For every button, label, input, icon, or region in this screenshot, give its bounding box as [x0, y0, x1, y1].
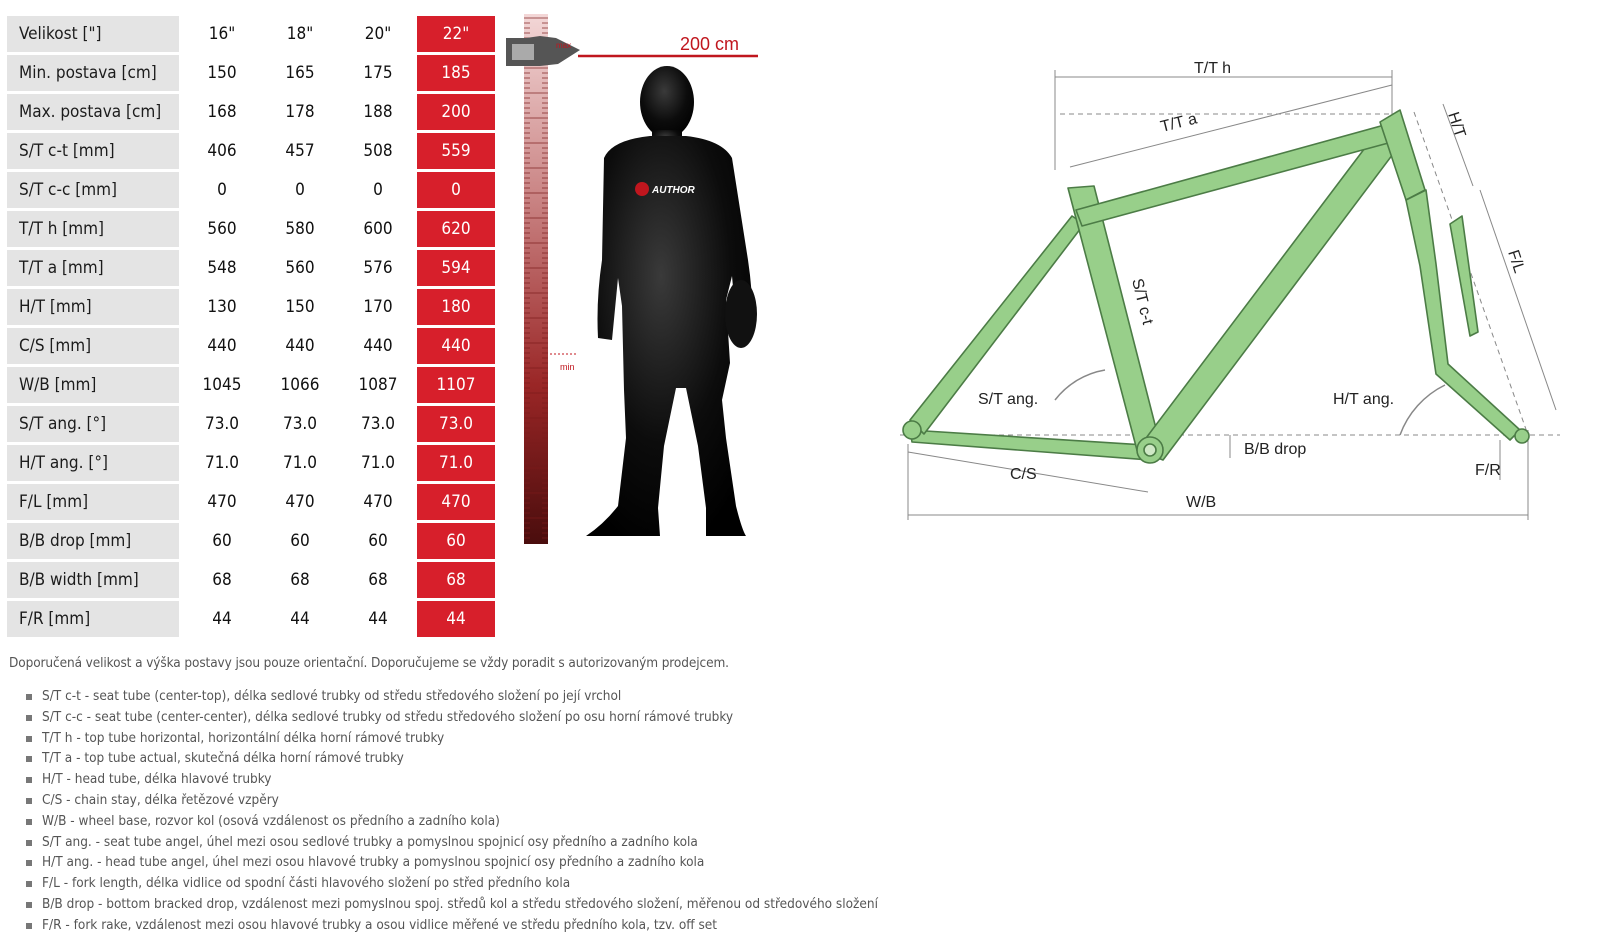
cell-value: 457 — [261, 133, 339, 169]
height-figure-graphic — [500, 8, 785, 560]
cell-value: 560 — [183, 211, 261, 247]
cell-value: 150 — [261, 289, 339, 325]
cell-value-highlighted: 440 — [417, 328, 495, 364]
row-label: F/R [mm] — [7, 601, 179, 637]
legend-item: B/B drop - bottom bracked drop, vzdálenost mezi pomyslnou spoj. středů kol a středu středového složení, měřenou od středového složení — [26, 894, 878, 915]
front-dropout — [1515, 429, 1529, 443]
legend-item: S/T c-c - seat tube (center-center), délka sedlové trubky od středu středového složení po osu horní rámové trubky — [26, 707, 878, 728]
table-row — [7, 250, 495, 286]
cell-value: 68 — [183, 562, 261, 598]
cell-value: 576 — [339, 250, 417, 286]
table-row — [7, 172, 495, 208]
geometry-table — [7, 13, 495, 640]
cell-value: 580 — [261, 211, 339, 247]
author-logo-text: AUTHOR — [652, 185, 695, 196]
row-label: C/S [mm] — [7, 328, 179, 364]
row-label: T/T h [mm] — [7, 211, 179, 247]
cell-value: 560 — [261, 250, 339, 286]
cell-value: 150 — [183, 55, 261, 91]
cell-value: 440 — [261, 328, 339, 364]
cell-value: 440 — [183, 328, 261, 364]
label-ht: H/T — [1444, 109, 1469, 140]
cell-value: 44 — [183, 601, 261, 637]
ruler-max-label: max — [556, 41, 572, 50]
cell-value-highlighted: 71.0 — [417, 445, 495, 481]
cell-value: 68 — [261, 562, 339, 598]
row-label: S/T c-c [mm] — [7, 172, 179, 208]
cell-value-highlighted: 620 — [417, 211, 495, 247]
row-label: Max. postava [cm] — [7, 94, 179, 130]
label-tt-a: T/T a — [1158, 110, 1199, 136]
legend-item: H/T - head tube, délka hlavové trubky — [26, 769, 878, 790]
cell-value: 470 — [261, 484, 339, 520]
cell-value: 60 — [261, 523, 339, 559]
legend-item: S/T ang. - seat tube angel, úhel mezi osou sedlové trubky a pomyslnou spojnicí osy předního a zadního kola — [26, 832, 878, 853]
cell-value-highlighted: 559 — [417, 133, 495, 169]
table-row — [7, 406, 495, 442]
frame-geometry-diagram — [880, 40, 1595, 540]
table-row — [7, 328, 495, 364]
table-header-row — [7, 16, 495, 52]
table-row — [7, 94, 495, 130]
row-label: S/T ang. [°] — [7, 406, 179, 442]
table-row — [7, 445, 495, 481]
cell-value: 68 — [339, 562, 417, 598]
cell-value-highlighted: 60 — [417, 523, 495, 559]
cell-value: 406 — [183, 133, 261, 169]
cell-value-highlighted: 180 — [417, 289, 495, 325]
rear-dropout — [903, 421, 921, 439]
cell-value: 73.0 — [261, 406, 339, 442]
cell-value: 1087 — [339, 367, 417, 403]
frame-diagram-graphic — [880, 40, 1595, 540]
cell-value: 178 — [261, 94, 339, 130]
size-22-highlighted: 22" — [417, 16, 495, 52]
table-row — [7, 484, 495, 520]
cell-value: 0 — [261, 172, 339, 208]
legend-item: T/T h - top tube horizontal, horizontální délka horní rámové trubky — [26, 728, 878, 749]
table-row — [7, 55, 495, 91]
row-label: Min. postava [cm] — [7, 55, 179, 91]
cell-value: 60 — [339, 523, 417, 559]
row-label: H/T ang. [°] — [7, 445, 179, 481]
cell-value-highlighted: 185 — [417, 55, 495, 91]
legend-item: F/L - fork length, délka vidlice od spodní části hlavového složení po střed předního kola — [26, 873, 878, 894]
fork-brake-mount — [1450, 216, 1478, 336]
header-label: Velikost ["] — [7, 16, 179, 52]
cell-value: 0 — [339, 172, 417, 208]
label-ht-ang: H/T ang. — [1333, 391, 1395, 408]
legend-item: S/T c-t - seat tube (center-top), délka sedlové trubky od středu středového složení po její vrchol — [26, 686, 878, 707]
label-fr: F/R — [1475, 462, 1501, 479]
size-note: Doporučená velikost a výška postavy jsou pouze orientační. Doporučujeme se vždy poradit s autorizovaným prodejcem. — [9, 655, 729, 671]
cell-value: 71.0 — [261, 445, 339, 481]
height-value: 200 cm — [680, 34, 740, 54]
cell-value: 470 — [339, 484, 417, 520]
legend-item: T/T a - top tube actual, skutečná délka horní rámové trubky — [26, 748, 878, 769]
size-16: 16" — [183, 16, 261, 52]
cell-value-highlighted: 0 — [417, 172, 495, 208]
cell-value: 44 — [261, 601, 339, 637]
cell-value: 130 — [183, 289, 261, 325]
table-row — [7, 211, 495, 247]
ruler-min-label: min — [560, 362, 575, 372]
row-label: S/T c-t [mm] — [7, 133, 179, 169]
legend-item: H/T ang. - head tube angel, úhel mezi osou hlavové trubky a pomyslnou spojnicí osy předního a zadního kola — [26, 852, 878, 873]
bike-frame — [903, 110, 1529, 463]
cell-value: 188 — [339, 94, 417, 130]
table-row — [7, 562, 495, 598]
cell-value: 60 — [183, 523, 261, 559]
cell-value: 170 — [339, 289, 417, 325]
cell-value: 1066 — [261, 367, 339, 403]
cell-value: 1045 — [183, 367, 261, 403]
cell-value: 0 — [183, 172, 261, 208]
table-row — [7, 133, 495, 169]
table-row — [7, 601, 495, 637]
cell-value-highlighted: 1107 — [417, 367, 495, 403]
cell-value: 73.0 — [339, 406, 417, 442]
label-st-ang: S/T ang. — [978, 391, 1039, 408]
cell-value: 73.0 — [183, 406, 261, 442]
row-label: H/T [mm] — [7, 289, 179, 325]
label-tt-h: T/T h — [1194, 60, 1232, 77]
label-st-ct: S/T c-t — [1128, 276, 1156, 327]
cell-value: 440 — [339, 328, 417, 364]
cell-value-highlighted: 594 — [417, 250, 495, 286]
cell-value: 548 — [183, 250, 261, 286]
cell-value: 44 — [339, 601, 417, 637]
table-row — [7, 523, 495, 559]
cell-value: 508 — [339, 133, 417, 169]
cell-value-highlighted: 73.0 — [417, 406, 495, 442]
silhouette-bag — [725, 280, 757, 348]
cell-value: 165 — [261, 55, 339, 91]
cell-value: 175 — [339, 55, 417, 91]
label-fl: F/L — [1504, 247, 1528, 276]
legend-item: F/R - fork rake, vzdálenost mezi osou hlavové trubky a osou vidlice měřené ve středu předního kola, tzv. off set — [26, 915, 878, 936]
size-18: 18" — [261, 16, 339, 52]
cell-value: 470 — [183, 484, 261, 520]
row-label: F/L [mm] — [7, 484, 179, 520]
cell-value-highlighted: 470 — [417, 484, 495, 520]
row-label: B/B width [mm] — [7, 562, 179, 598]
author-logo — [635, 182, 696, 196]
down-tube — [1137, 128, 1402, 460]
cell-value: 168 — [183, 94, 261, 130]
label-cs: C/S — [1010, 466, 1037, 483]
legend-item: C/S - chain stay, délka řetězové vzpěry — [26, 790, 878, 811]
label-wb: W/B — [1186, 494, 1217, 511]
row-label: B/B drop [mm] — [7, 523, 179, 559]
row-label: W/B [mm] — [7, 367, 179, 403]
cell-value-highlighted: 68 — [417, 562, 495, 598]
height-ruler — [524, 14, 548, 544]
abbreviation-legend — [26, 686, 878, 936]
height-figure — [500, 8, 785, 560]
table-row — [7, 289, 495, 325]
legend-item: W/B - wheel base, rozvor kol (osová vzdálenost os předního a zadního kola) — [26, 811, 878, 832]
table-row — [7, 367, 495, 403]
cell-value: 71.0 — [183, 445, 261, 481]
cell-value: 71.0 — [339, 445, 417, 481]
cell-value-highlighted: 200 — [417, 94, 495, 130]
row-label: T/T a [mm] — [7, 250, 179, 286]
size-20: 20" — [339, 16, 417, 52]
cell-value: 600 — [339, 211, 417, 247]
label-bb-drop: B/B drop — [1244, 441, 1307, 458]
cell-value-highlighted: 44 — [417, 601, 495, 637]
